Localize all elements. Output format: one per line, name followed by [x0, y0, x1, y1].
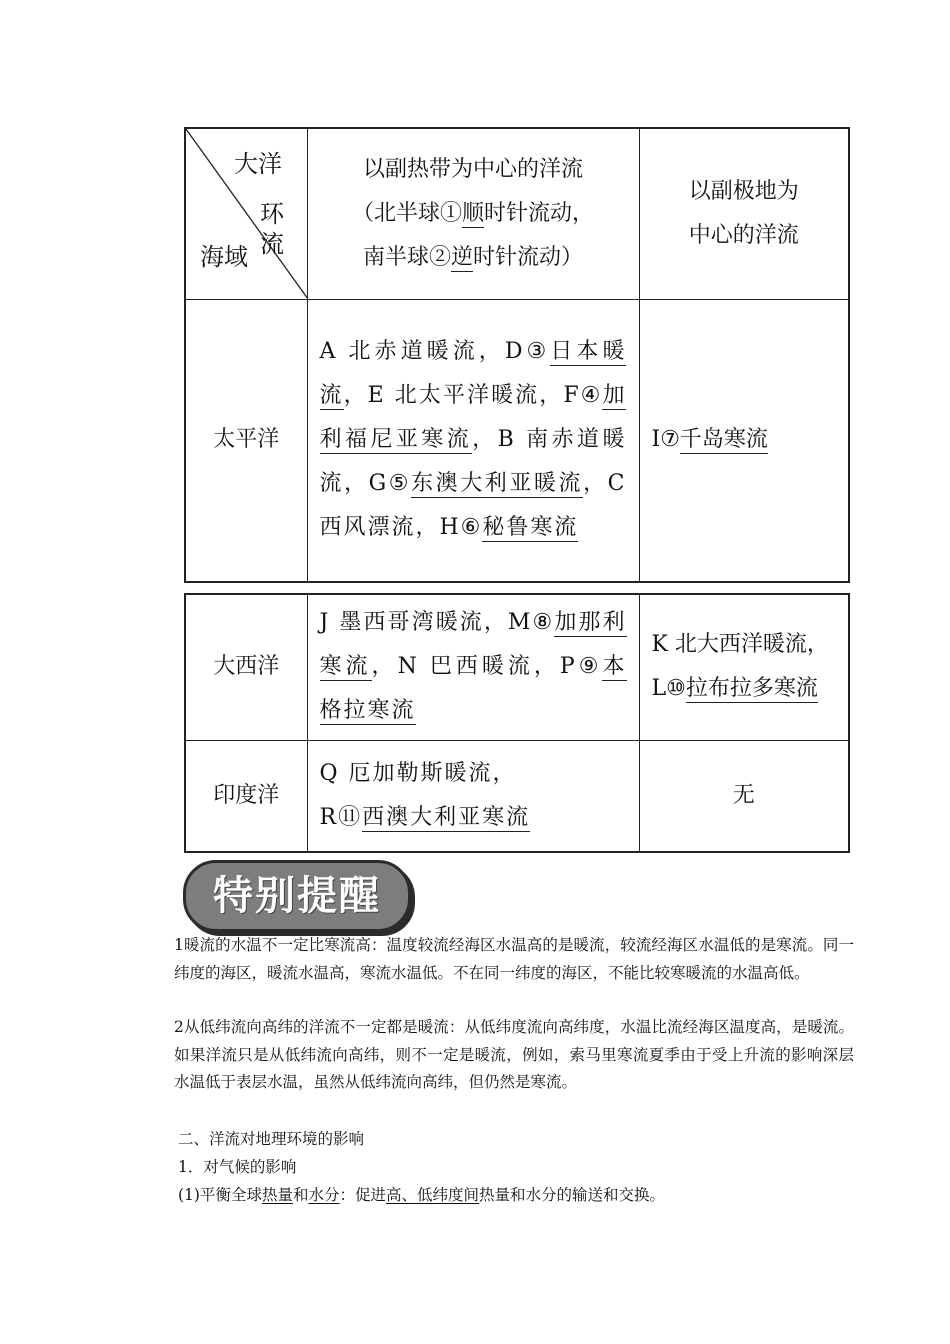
section-subtitle: 1．对气候的影响 [178, 1158, 297, 1176]
diag-label-circulation: 环流 [260, 200, 284, 258]
ocean-current-table-part1 [184, 127, 850, 583]
diag-label-ocean: 大洋 [234, 150, 282, 178]
indian-line2: R⑪西澳大利亚寒流 [319, 804, 531, 830]
pacific-subtropical-cell: A 北赤道暖流，D③日本暖流，E 北太平洋暖流，F④加利福尼亚寒流，B 南赤道暖流，G⑤东澳大利亚暖流，C 西风漂流，H⑥秘鲁寒流 [307, 300, 639, 582]
indian-subtropical-cell [307, 740, 639, 852]
indian-line1: Q 厄加勒斯暖流， [319, 760, 517, 786]
diagonal-header-cell [185, 128, 307, 300]
diag-label-sea-area: 海域 [200, 243, 248, 271]
row-name-atlantic: 大西洋 [185, 594, 307, 740]
special-reminder-banner [183, 860, 411, 932]
section-item-1: (1)平衡全球热量和水分：促进高、低纬度间热量和水分的输送和交换。 [178, 1186, 666, 1204]
header-subtropical-line3: 南半球②逆时针流动） [362, 245, 584, 270]
reminder-note-1: 1暖流的水温不一定比寒流高：温度较流经海区水温高的是暖流，较流经海区水温低的是寒流。同一纬度的海区，暖流水温高，寒流水温低。不在同一纬度的海区，不能比较寒暖流的水温高低。 [174, 936, 854, 982]
header-subtropical-line1: 以副热带为中心的洋流 [362, 157, 583, 182]
atlantic-subtropical-cell: J 墨西哥湾暖流，M⑧加那利寒流，N 巴西暖流，P⑨本格拉寒流 [307, 594, 639, 740]
row-name-pacific: 太平洋 [185, 300, 307, 582]
pacific-subpolar-cell: I⑦千岛寒流 [639, 300, 849, 582]
section-title: 二、洋流对地理环境的影响 [178, 1130, 365, 1148]
header-subpolar-line1: 以副极地为 [688, 179, 799, 204]
ocean-current-table-part2 [184, 593, 850, 853]
row-name-indian: 印度洋 [185, 740, 307, 852]
atlantic-subpolar-cell [639, 594, 849, 740]
reminder-note-2: 2从低纬流向高纬的洋流不一定都是暖流：从低纬度流向高纬度，水温比流经海区温度高，是暖流。如果洋流只是从低纬流向高纬，则不一定是暖流，例如，索马里寒流夏季由于受上升流的影响深层水温低于表层水温，虽然从低纬流向高纬，但仍然是寒流。 [174, 1018, 854, 1091]
atlantic-subpolar-line1: K 北大西洋暖流， [651, 632, 829, 658]
header-subpolar [639, 128, 849, 300]
atlantic-subpolar-line2: L⑩拉布拉多寒流 [651, 676, 818, 702]
header-subtropical [307, 128, 639, 300]
header-subpolar-line2: 中心的洋流 [688, 223, 799, 248]
banner-text: 特别提醒 [213, 873, 381, 919]
indian-subpolar-cell: 无 [639, 740, 849, 852]
header-subtropical-line2: （北半球①顺时针流动， [351, 201, 595, 226]
